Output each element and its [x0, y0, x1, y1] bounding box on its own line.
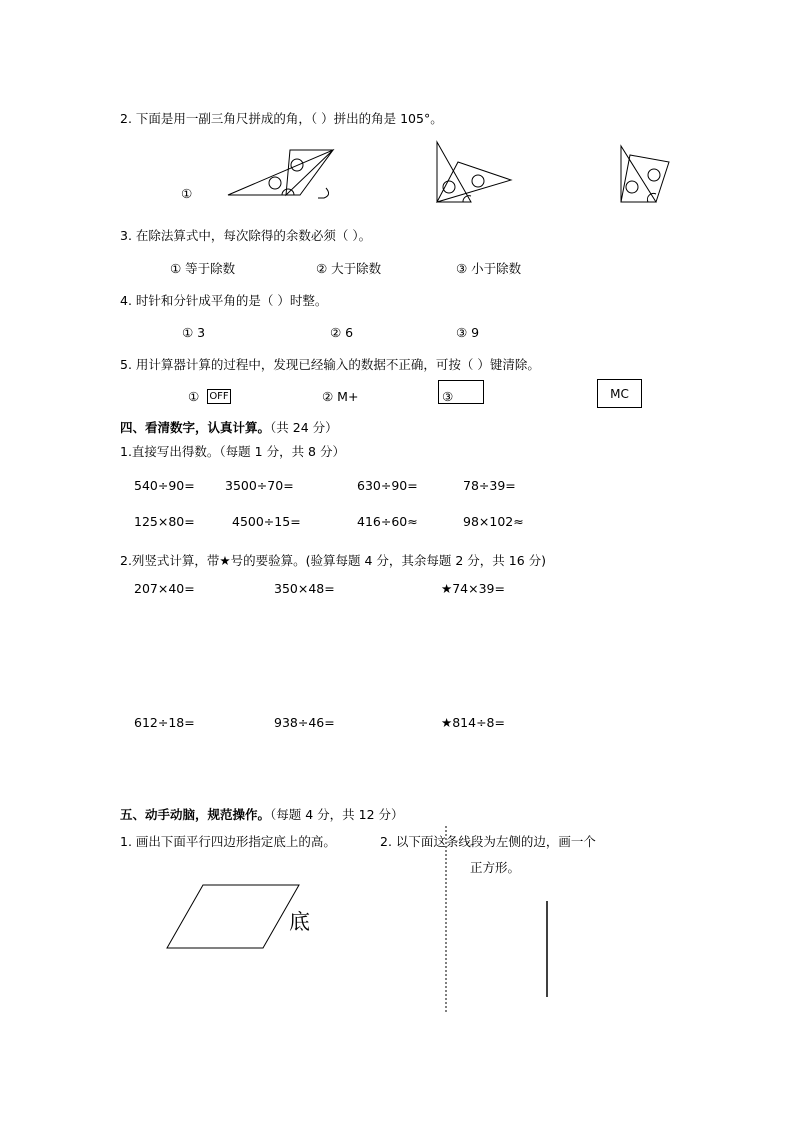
vertical-calc-item: ★814÷8= — [441, 715, 505, 730]
calc-item: 78÷39= — [463, 478, 516, 493]
off-key: OFF — [207, 389, 231, 404]
section-4-part-2-title: 2.列竖式计算，带★号的要验算。(验算每题 4 分，其余每题 2 分，共 16 分) — [120, 553, 547, 568]
vertical-calc-item: 207×40= — [134, 581, 195, 596]
section-5-title-text: 五、动手动脑，规范操作。 — [120, 807, 271, 822]
vertical-calc-item: ★74×39= — [441, 581, 505, 596]
q4-option-3: ③ 9 — [456, 325, 480, 340]
calc-item: 98×102≈ — [463, 514, 524, 529]
section-5-score: （每题 4 分，共 12 分） — [270, 807, 404, 822]
q5-option-2: ② M+ — [322, 389, 359, 404]
section-4-score: （共 24 分） — [270, 420, 338, 435]
section-5-question-2-line-2: 正方形。 — [470, 860, 521, 875]
question-2-text: 2. 下面是用一副三角尺拼成的角，（ ）拼出的角是 105°。 — [120, 111, 443, 126]
calc-item: 4500÷15= — [232, 514, 301, 529]
parallelogram — [167, 885, 299, 948]
q5-option-1-num: ① — [188, 389, 200, 404]
section-5-question-1: 1. 画出下面平行四边形指定底上的高。 — [120, 834, 336, 849]
calc-item: 125×80= — [134, 514, 195, 529]
calc-item: 540÷90= — [134, 478, 195, 493]
calc-item: 630÷90= — [357, 478, 418, 493]
vertical-calc-item: 350×48= — [274, 581, 335, 596]
section-5-question-2-line-1: 2. 以下面这条线段为左侧的边，画一个 — [380, 834, 596, 849]
q5-option-3-num: ③ — [442, 389, 454, 404]
q3-option-1: ① 等于除数 — [170, 261, 236, 276]
q4-option-1: ① 3 — [182, 325, 206, 340]
calc-item: 3500÷70= — [225, 478, 294, 493]
vertical-calc-item: 612÷18= — [134, 715, 195, 730]
question-4-text: 4. 时针和分针成平角的是（ ）时整。 — [120, 293, 328, 308]
q4-option-2: ② 6 — [330, 325, 354, 340]
section-4-title-text: 四、看清数字，认真计算。 — [120, 420, 271, 435]
question-5-text: 5. 用计算器计算的过程中，发现已经输入的数据不正确，可按（ ）键清除。 — [120, 357, 540, 372]
vertical-calc-item: 938÷46= — [274, 715, 335, 730]
q2-option-1-label: ① — [181, 186, 193, 201]
section-4-part-1-title: 1.直接写出得数。（每题 1 分，共 8 分） — [120, 444, 345, 459]
calc-item: 416÷60≈ — [357, 514, 418, 529]
q3-option-2: ② 大于除数 — [316, 261, 382, 276]
q3-option-3: ③ 小于除数 — [456, 261, 522, 276]
question-3-text: 3. 在除法算式中，每次除得的余数必须（ ）。 — [120, 228, 372, 243]
base-label: 底 — [289, 910, 310, 934]
mc-key: MC — [597, 379, 642, 408]
